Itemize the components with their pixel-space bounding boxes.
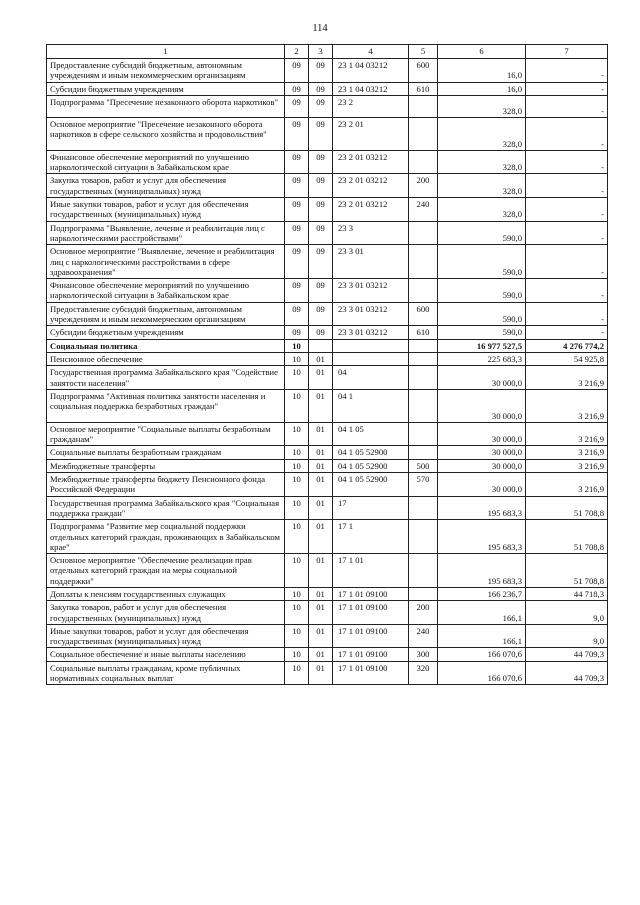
row-target-article: 23 2 01 03212 — [333, 150, 409, 174]
row-name: Финансовое обеспечение мероприятий по улучшению наркологической ситуации в Забайкальском крае — [47, 150, 285, 174]
row-expense-type — [409, 279, 438, 303]
row-subsection: 09 — [309, 117, 333, 150]
row-amount-actual: 9,0 — [526, 601, 608, 625]
row-amount-actual: 54 925,8 — [526, 352, 608, 365]
header-col-3: 3 — [309, 45, 333, 59]
table-row — [47, 95, 608, 117]
table-row — [47, 366, 608, 390]
row-subsection: 09 — [309, 95, 333, 117]
row-subsection: 01 — [309, 496, 333, 520]
row-amount-actual: 44 709,3 — [526, 648, 608, 661]
row-name: Межбюджетные трансферты — [47, 459, 285, 472]
row-name: Основное мероприятие "Выявление, лечение и реабилитация лиц с наркологическими расстройствами в сфере здравоохранения" — [47, 245, 285, 279]
row-expense-type: 320 — [409, 661, 438, 685]
row-section: 10 — [285, 422, 309, 446]
row-target-article: 23 2 — [333, 95, 409, 117]
row-amount-actual: 51 708,8 — [526, 520, 608, 554]
row-expense-type: 610 — [409, 326, 438, 339]
table-row — [47, 624, 608, 648]
row-amount-actual: - — [526, 279, 608, 303]
row-section: 09 — [285, 150, 309, 174]
row-section: 10 — [285, 587, 309, 600]
row-expense-type — [409, 389, 438, 422]
row-amount-plan: 166,1 — [438, 601, 526, 625]
row-amount-plan: 16 977 527,5 — [438, 339, 526, 352]
row-expense-type — [409, 339, 438, 352]
row-amount-plan: 590,0 — [438, 279, 526, 303]
row-expense-type — [409, 352, 438, 365]
row-expense-type: 300 — [409, 648, 438, 661]
table-row — [47, 601, 608, 625]
row-amount-plan: 166 236,7 — [438, 587, 526, 600]
row-target-article — [333, 339, 409, 352]
row-expense-type — [409, 366, 438, 390]
row-section: 09 — [285, 326, 309, 339]
row-amount-plan: 328,0 — [438, 117, 526, 150]
row-subsection: 01 — [309, 366, 333, 390]
row-subsection: 01 — [309, 520, 333, 554]
row-section: 10 — [285, 366, 309, 390]
row-subsection: 01 — [309, 624, 333, 648]
row-name: Субсидии бюджетным учреждениям — [47, 82, 285, 95]
row-name: Иные закупки товаров, работ и услуг для обеспечения государственных (муниципальных) нужд — [47, 198, 285, 222]
row-subsection: 09 — [309, 174, 333, 198]
row-amount-actual: 3 216,9 — [526, 366, 608, 390]
row-name: Подпрограмма "Развитие мер социальной поддержки отдельных категорий граждан, проживающих в Забайкальском крае" — [47, 520, 285, 554]
row-subsection: 01 — [309, 446, 333, 459]
row-amount-plan: 590,0 — [438, 221, 526, 245]
row-name: Социальное обеспечение и иные выплаты населению — [47, 648, 285, 661]
row-amount-actual: 51 708,8 — [526, 554, 608, 588]
row-expense-type — [409, 587, 438, 600]
row-name: Иные закупки товаров, работ и услуг для обеспечения государственных (муниципальных) нужд — [47, 624, 285, 648]
row-expense-type: 240 — [409, 624, 438, 648]
row-amount-plan: 195 683,3 — [438, 520, 526, 554]
row-subsection: 01 — [309, 473, 333, 497]
row-name: Доплаты к пенсиям государственных служащих — [47, 587, 285, 600]
row-target-article: 23 2 01 03212 — [333, 198, 409, 222]
row-amount-plan: 30 000,0 — [438, 366, 526, 390]
row-target-article: 17 1 01 — [333, 554, 409, 588]
row-subsection: 01 — [309, 587, 333, 600]
table-row — [47, 352, 608, 365]
table-row — [47, 326, 608, 339]
row-section: 09 — [285, 279, 309, 303]
row-amount-actual: 4 276 774,2 — [526, 339, 608, 352]
row-amount-plan: 30 000,0 — [438, 389, 526, 422]
table-row — [47, 302, 608, 326]
header-col-5: 5 — [409, 45, 438, 59]
table-row — [47, 422, 608, 446]
row-amount-actual: 9,0 — [526, 624, 608, 648]
row-target-article: 17 1 — [333, 520, 409, 554]
row-name: Государственная программа Забайкальского края "Социальная поддержка граждан" — [47, 496, 285, 520]
row-subsection: 01 — [309, 554, 333, 588]
row-target-article: 23 1 04 03212 — [333, 82, 409, 95]
header-col-7: 7 — [526, 45, 608, 59]
table-row — [47, 150, 608, 174]
row-name: Основное мероприятие "Пресечение незаконного оборота наркотиков в сфере сельского хозяйства и продовольствия" — [47, 117, 285, 150]
row-section: 10 — [285, 473, 309, 497]
row-expense-type: 200 — [409, 174, 438, 198]
row-target-article: 17 1 01 09100 — [333, 624, 409, 648]
table-row — [47, 473, 608, 497]
row-target-article: 04 1 05 52900 — [333, 446, 409, 459]
row-subsection: 09 — [309, 302, 333, 326]
table-row — [47, 661, 608, 685]
row-target-article: 04 1 05 52900 — [333, 473, 409, 497]
row-amount-actual: - — [526, 245, 608, 279]
table-row — [47, 459, 608, 472]
row-section: 10 — [285, 601, 309, 625]
row-subsection: 09 — [309, 82, 333, 95]
row-expense-type — [409, 520, 438, 554]
row-expense-type — [409, 245, 438, 279]
row-amount-actual: - — [526, 198, 608, 222]
row-amount-actual: 3 216,9 — [526, 446, 608, 459]
row-amount-plan: 30 000,0 — [438, 459, 526, 472]
row-subsection: 09 — [309, 198, 333, 222]
row-name: Пенсионное обеспечение — [47, 352, 285, 365]
table-row — [47, 59, 608, 83]
header-col-2: 2 — [285, 45, 309, 59]
row-amount-plan: 16,0 — [438, 59, 526, 83]
row-name: Финансовое обеспечение мероприятий по улучшению наркологической ситуации в Забайкальском крае — [47, 279, 285, 303]
row-name: Субсидии бюджетным учреждениям — [47, 326, 285, 339]
row-subsection — [309, 339, 333, 352]
row-amount-actual: - — [526, 59, 608, 83]
table-row — [47, 198, 608, 222]
row-amount-plan: 16,0 — [438, 82, 526, 95]
row-amount-plan: 328,0 — [438, 95, 526, 117]
row-section: 09 — [285, 59, 309, 83]
row-subsection: 09 — [309, 326, 333, 339]
row-section: 10 — [285, 520, 309, 554]
row-expense-type — [409, 496, 438, 520]
row-subsection: 01 — [309, 459, 333, 472]
row-amount-actual: - — [526, 302, 608, 326]
row-section: 09 — [285, 302, 309, 326]
row-section: 10 — [285, 554, 309, 588]
row-amount-plan: 30 000,0 — [438, 422, 526, 446]
budget-table — [46, 44, 608, 685]
row-section: 10 — [285, 496, 309, 520]
row-amount-actual: 3 216,9 — [526, 422, 608, 446]
table-row — [47, 339, 608, 352]
row-name: Закупка товаров, работ и услуг для обеспечения государственных (муниципальных) нужд — [47, 601, 285, 625]
row-name: Социальные выплаты гражданам, кроме публичных нормативных социальных выплат — [47, 661, 285, 685]
row-amount-actual: 44 718,3 — [526, 587, 608, 600]
row-name: Социальные выплаты безработным гражданам — [47, 446, 285, 459]
row-section: 10 — [285, 648, 309, 661]
table-row — [47, 648, 608, 661]
page-number: 114 — [312, 23, 328, 34]
row-subsection: 01 — [309, 661, 333, 685]
row-amount-plan: 195 683,3 — [438, 554, 526, 588]
row-expense-type — [409, 95, 438, 117]
row-subsection: 09 — [309, 279, 333, 303]
table-row — [47, 554, 608, 588]
row-expense-type — [409, 446, 438, 459]
row-subsection: 01 — [309, 389, 333, 422]
row-subsection: 09 — [309, 150, 333, 174]
row-target-article: 23 2 01 03212 — [333, 174, 409, 198]
row-section: 10 — [285, 446, 309, 459]
header-col-4: 4 — [333, 45, 409, 59]
row-section: 10 — [285, 352, 309, 365]
row-amount-actual: 3 216,9 — [526, 473, 608, 497]
row-section: 09 — [285, 95, 309, 117]
row-name: Подпрограмма "Выявление, лечение и реабилитация лиц с наркологическими расстройствами" — [47, 221, 285, 245]
table-row — [47, 389, 608, 422]
table-row — [47, 82, 608, 95]
table-row — [47, 446, 608, 459]
row-amount-actual: - — [526, 221, 608, 245]
row-target-article: 17 1 01 09100 — [333, 661, 409, 685]
row-name: Закупка товаров, работ и услуг для обеспечения государственных (муниципальных) нужд — [47, 174, 285, 198]
row-name: Предоставление субсидий бюджетным, автономным учреждениям и иным некоммерческим организациям — [47, 302, 285, 326]
row-amount-actual: 3 216,9 — [526, 459, 608, 472]
row-amount-actual: - — [526, 117, 608, 150]
row-expense-type: 600 — [409, 59, 438, 83]
table-row — [47, 117, 608, 150]
row-amount-actual: 3 216,9 — [526, 389, 608, 422]
row-amount-actual: - — [526, 174, 608, 198]
row-amount-actual: 44 709,3 — [526, 661, 608, 685]
row-target-article: 23 2 01 — [333, 117, 409, 150]
table-header-row — [47, 45, 608, 59]
row-section: 10 — [285, 661, 309, 685]
row-name: Социальная политика — [47, 339, 285, 352]
row-target-article: 23 3 01 03212 — [333, 279, 409, 303]
table-row — [47, 245, 608, 279]
row-target-article: 23 3 — [333, 221, 409, 245]
row-name: Межбюджетные трансферты бюджету Пенсионного фонда Российской Федерации — [47, 473, 285, 497]
row-name: Основное мероприятие "Обеспечение реализации прав отдельных категорий граждан на меры социальной поддержки" — [47, 554, 285, 588]
table-row — [47, 496, 608, 520]
row-target-article — [333, 352, 409, 365]
row-section: 10 — [285, 339, 309, 352]
row-section: 10 — [285, 389, 309, 422]
row-target-article: 23 1 04 03212 — [333, 59, 409, 83]
table-row — [47, 279, 608, 303]
row-section: 09 — [285, 174, 309, 198]
table-row — [47, 587, 608, 600]
row-section: 09 — [285, 245, 309, 279]
row-amount-plan: 225 683,3 — [438, 352, 526, 365]
row-target-article: 23 3 01 03212 — [333, 326, 409, 339]
row-section: 10 — [285, 624, 309, 648]
row-expense-type: 570 — [409, 473, 438, 497]
row-expense-type — [409, 422, 438, 446]
row-target-article: 17 1 01 09100 — [333, 648, 409, 661]
row-amount-plan: 590,0 — [438, 326, 526, 339]
row-expense-type — [409, 554, 438, 588]
row-amount-plan: 166,1 — [438, 624, 526, 648]
row-amount-plan: 328,0 — [438, 174, 526, 198]
row-subsection: 09 — [309, 245, 333, 279]
row-subsection: 01 — [309, 601, 333, 625]
row-amount-plan: 328,0 — [438, 150, 526, 174]
row-amount-plan: 30 000,0 — [438, 473, 526, 497]
row-name: Государственная программа Забайкальского края "Содействие занятости населения" — [47, 366, 285, 390]
row-name: Подпрограмма "Активная политика занятости населения и социальная поддержка безработных граждан" — [47, 389, 285, 422]
row-amount-plan: 166 070,6 — [438, 661, 526, 685]
row-section: 09 — [285, 198, 309, 222]
row-target-article: 23 3 01 03212 — [333, 302, 409, 326]
row-amount-plan: 195 683,3 — [438, 496, 526, 520]
row-amount-actual: - — [526, 326, 608, 339]
header-col-1: 1 — [47, 45, 285, 59]
row-subsection: 01 — [309, 648, 333, 661]
row-target-article: 23 3 01 — [333, 245, 409, 279]
row-section: 09 — [285, 82, 309, 95]
row-target-article: 04 — [333, 366, 409, 390]
row-name: Предоставление субсидий бюджетным, автономным учреждениям и иным некоммерческим организациям — [47, 59, 285, 83]
row-subsection: 09 — [309, 59, 333, 83]
row-name: Основное мероприятие "Социальные выплаты безработным гражданам" — [47, 422, 285, 446]
row-amount-actual: - — [526, 95, 608, 117]
row-target-article: 04 1 05 52900 — [333, 459, 409, 472]
row-expense-type — [409, 221, 438, 245]
row-target-article: 04 1 — [333, 389, 409, 422]
row-expense-type: 600 — [409, 302, 438, 326]
row-expense-type: 200 — [409, 601, 438, 625]
row-section: 10 — [285, 459, 309, 472]
row-expense-type: 240 — [409, 198, 438, 222]
row-subsection: 01 — [309, 422, 333, 446]
table-row — [47, 174, 608, 198]
row-subsection: 09 — [309, 221, 333, 245]
row-expense-type: 610 — [409, 82, 438, 95]
row-amount-actual: - — [526, 150, 608, 174]
row-amount-plan: 166 070,6 — [438, 648, 526, 661]
row-expense-type — [409, 150, 438, 174]
row-target-article: 17 1 01 09100 — [333, 587, 409, 600]
table-row — [47, 520, 608, 554]
row-amount-plan: 590,0 — [438, 302, 526, 326]
row-amount-actual: 51 708,8 — [526, 496, 608, 520]
row-section: 09 — [285, 221, 309, 245]
row-expense-type — [409, 117, 438, 150]
row-target-article: 17 — [333, 496, 409, 520]
row-target-article: 04 1 05 — [333, 422, 409, 446]
table-row — [47, 221, 608, 245]
header-col-6: 6 — [438, 45, 526, 59]
row-amount-plan: 328,0 — [438, 198, 526, 222]
row-target-article: 17 1 01 09100 — [333, 601, 409, 625]
row-expense-type: 500 — [409, 459, 438, 472]
row-subsection: 01 — [309, 352, 333, 365]
row-amount-plan: 590,0 — [438, 245, 526, 279]
row-name: Подпрограмма "Пресечение незаконного оборота наркотиков" — [47, 95, 285, 117]
row-section: 09 — [285, 117, 309, 150]
row-amount-plan: 30 000,0 — [438, 446, 526, 459]
row-amount-actual: - — [526, 82, 608, 95]
